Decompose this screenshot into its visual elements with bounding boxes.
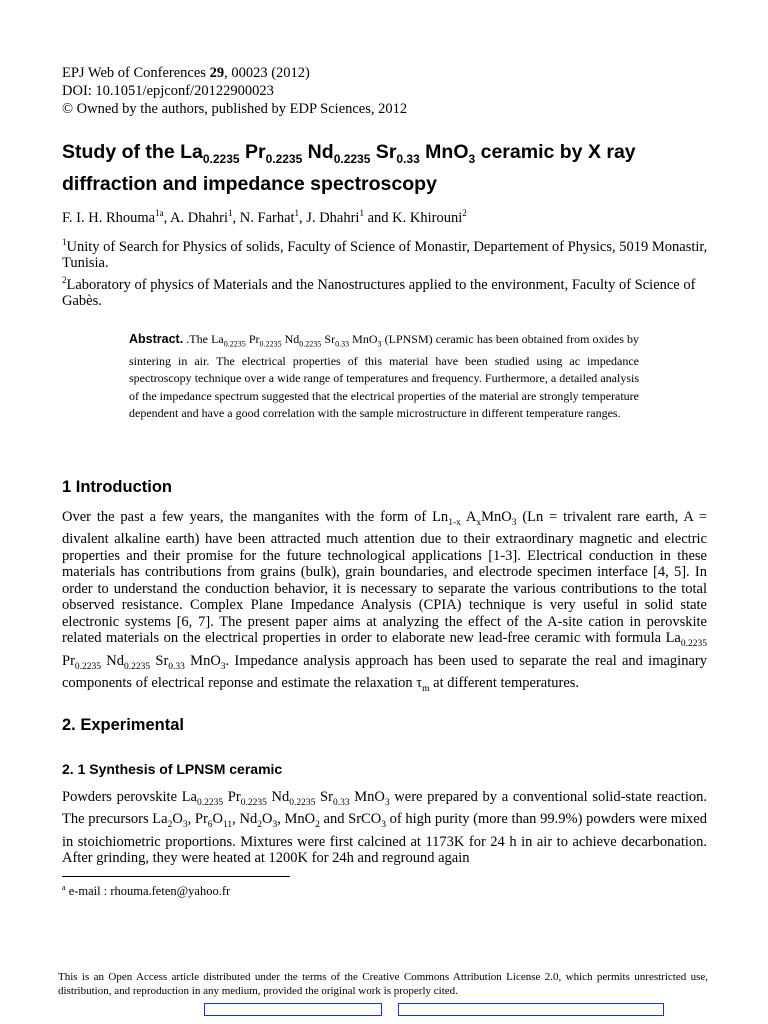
journal-volume: 29 (209, 65, 225, 81)
journal-citation: EPJ Web of Conferences 29, 00023 (2012) (62, 65, 310, 81)
introduction-paragraph: Over the past a few years, the manganites with the form of $Ln_{1-x}$ $A_xMnO_3$ (Ln = trivalent rare earth, A = divalent alkaline earth) have been attracted much attention due to their extraordinary magnetic and electric properties and their promise for the future technological applications [1-3]. Electrical conduction in these materials has contributions from grains (bulk), grain boundaries, and electrode specimen interface [4, 5]. In order to understand the conduction behavior, it is necessary to separate the various contributions to the total observed resistance. Complex Plane Impedance Analysis (CPIA) technique is very useful in solid state electronic systems [6, 7]. The present paper aims at analyzing the effect of the A-site cation in perovskite related materials on the electrical properties in order to elaborate new lead-free ceramic with formula $La_{0.2235}$ $Pr_{0.2235}$ $Nd_{0.2235}$ $Sr_{0.33}$ MnO$_3$. Impedance analysis approach has been used to separate the real and imaginary components of electrical reponse and estimate the relaxation $\tau_m$ at different temperatures. (62, 509, 708, 695)
section-heading-experimental: 2. Experimental (62, 716, 184, 734)
journal-header (62, 64, 407, 118)
affiliation-1: $^1$Unity of Search for Physics of solids, Faculty of Science of Monastir, Departement of Physics, 5019 Monastir, Tunisia. (62, 237, 708, 272)
section-heading-introduction: 1 Introduction (62, 478, 172, 496)
footnote-divider (62, 876, 290, 877)
copyright-line: © Owned by the authors, published by EDP Sciences, 2012 (62, 101, 408, 117)
license-link-box[interactable] (204, 1003, 382, 1016)
abstract: Abstract. .The $La_{0.2235}$ $Pr_{0.2235}$ $Nd_{0.2235}$ $Sr_{0.33}$ MnO$_3$ (LPNSM) ceramic has been obtained from oxides by sintering in air. The electrical properties of this material have been studied using ac impedance spectroscopy technique over a wide range of temperatures and frequency. Furthermore, a detailed analysis of the impedance spectrum suggested that the electrical properties of the material are strongly temperature dependent and have a good correlation with the sample microstructure in different temperature ranges. (129, 332, 639, 421)
author-list: F. I. H. Rhouma$^{1a}$, A. Dhahri$^1$, N. Farhat$^1$, J. Dhahri$^1$ and K. Khirouni$^2$ (62, 208, 467, 226)
subsection-heading-synthesis: 2. 1 Synthesis of LPNSM ceramic (62, 761, 283, 777)
article-link-box[interactable] (398, 1003, 664, 1016)
abstract-label: Abstract. (129, 332, 184, 346)
license-notice: This is an Open Access article distributed under the terms of the Creative Commons Attribution License 2.0, which permits unrestricted use, distribution, and reproduction in any medium, provided the original work is properly cited. (58, 971, 708, 997)
affiliation-2: $^2$Laboratory of physics of Materials and the Nanostructures applied to the environment, Faculty of Science of Gabès. (62, 275, 696, 310)
doi-line: DOI: 10.1051/epjconf/20122900023 (62, 83, 274, 99)
affiliations (62, 234, 712, 310)
synthesis-paragraph: Powders perovskite $La_{0.2235}$ $Pr_{0.2235}$ $Nd_{0.2235}$ $Sr_{0.33}$ MnO$_3$ were prepared by a conventional solid-state reaction. The precursors $La_2O_3$, $Pr_6O_{11}$, $Nd_2O_3$, MnO$_2$ and SrCO$_3$ of high purity (more than 99.9%) powders were mixed in stoichiometric proportions. Mixtures were first calcined at 1173K for 24 h in air to achieve decarbonation. After grinding, they were heated at 1200K for 24h and reground again (62, 789, 707, 867)
paper-title: Study of the $La_{0.2235}$ $Pr_{0.2235}$ $Nd_{0.2235}$ $Sr_{0.33}$ MnO$_3$ ceramic by X ray diffraction and impedance spectroscopy (62, 141, 636, 195)
footnote-email: $^a$ e-mail : rhouma.feten@yahoo.fr (62, 883, 231, 899)
